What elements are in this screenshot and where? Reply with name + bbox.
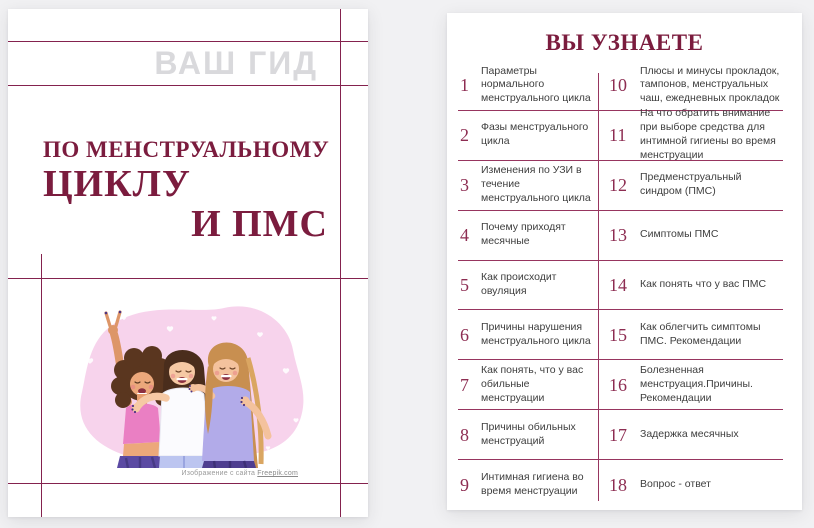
item-number: 12 — [609, 175, 627, 196]
freepik-link[interactable]: Freepik.com — [257, 470, 298, 477]
table-row — [458, 460, 783, 510]
item-label: Болезненная менструация.Причины. Рекомендации — [640, 363, 753, 404]
item-label: Почему приходят месячные — [481, 221, 566, 248]
image-credit-caption — [62, 470, 298, 477]
cover-kicker: ВАШ ГИД — [154, 45, 318, 81]
toc-item — [598, 360, 783, 409]
item-number: 17 — [609, 424, 627, 445]
cover-title-line3: И ПМС — [191, 203, 328, 245]
toc-item — [598, 460, 783, 510]
toc-item — [458, 460, 598, 510]
cover-grid-line-mid — [8, 278, 368, 279]
item-label: Интимная гигиена во время менструации — [481, 471, 584, 498]
item-label: Фазы менструального цикла — [481, 121, 589, 148]
item-label: Симптомы ПМС — [640, 228, 719, 241]
contents-page — [447, 13, 802, 510]
toc-item — [458, 261, 598, 310]
item-number: 5 — [460, 275, 469, 295]
table-row — [458, 107, 783, 162]
cover-grid-line-bottom — [8, 483, 368, 484]
item-label: Как происходит овуляция — [481, 271, 557, 297]
item-label: Причины нарушения менструального цикла — [481, 320, 591, 347]
item-number: 2 — [460, 125, 469, 146]
item-number: 14 — [609, 275, 627, 295]
item-number: 7 — [460, 374, 469, 395]
item-number: 4 — [460, 225, 469, 246]
toc-item — [598, 261, 783, 310]
table-row — [458, 310, 783, 360]
table-row — [458, 360, 783, 410]
item-label: Параметры нормального менструального цикла — [481, 64, 591, 105]
item-label: Плюсы и минусы прокладок, тампонов, менструальных чаш, ежедневных прокладок — [640, 64, 780, 105]
toc-item — [458, 161, 598, 210]
item-label: Предменструальный синдром (ПМС) — [640, 171, 742, 198]
cover-grid-line-vertical-right — [340, 9, 341, 517]
item-number: 9 — [460, 475, 469, 496]
item-number: 1 — [460, 75, 469, 96]
item-number: 15 — [609, 324, 627, 345]
item-number: 18 — [609, 475, 627, 496]
toc-item — [458, 310, 598, 359]
item-number: 6 — [460, 324, 469, 345]
table-row — [458, 161, 783, 211]
item-number: 11 — [609, 125, 627, 146]
cover-title-line1: ПО МЕНСТРУАЛЬНОМУ — [43, 137, 330, 162]
toc-item — [598, 161, 783, 210]
cover-title-line2: ЦИКЛУ — [43, 163, 191, 205]
toc-item — [598, 310, 783, 359]
item-label: На что обратить внимание при выборе средства для интимной гигиены во время менструации — [640, 107, 776, 162]
item-number: 16 — [609, 374, 627, 395]
item-label: Вопрос - ответ — [640, 478, 711, 491]
three-women-illustration — [62, 296, 312, 468]
item-label: Как понять, что у вас обильные менструации — [481, 363, 584, 404]
cover-grid-line-vertical-left — [41, 254, 42, 517]
contents-title: ВЫ УЗНАЕТЕ — [545, 30, 704, 55]
item-label: Как облегчить симптомы ПМС. Рекомендации — [640, 320, 761, 347]
item-label: Изменения по УЗИ в течение менструального цикла — [481, 164, 591, 205]
cover-grid-line-top2 — [8, 85, 368, 86]
cover-title — [43, 136, 328, 244]
toc-item — [458, 211, 598, 260]
cover-page — [8, 9, 368, 517]
toc-item — [458, 410, 598, 459]
item-label: Задержка месячных — [640, 427, 739, 440]
image-credit-text: Изображение с сайта — [181, 470, 258, 477]
toc-item — [598, 61, 783, 110]
table-row — [458, 261, 783, 311]
table-row — [458, 410, 783, 460]
item-label: Как понять что у вас ПМС — [640, 278, 767, 291]
table-row — [458, 61, 783, 111]
toc-item — [458, 111, 598, 160]
item-number: 13 — [609, 225, 627, 246]
table-row — [458, 211, 783, 261]
toc-item — [458, 61, 598, 110]
item-label: Причины обильных менструаций — [481, 420, 576, 447]
contents-table — [458, 61, 783, 510]
toc-item — [598, 107, 783, 162]
toc-item — [598, 410, 783, 459]
toc-item — [598, 211, 783, 260]
item-number: 8 — [460, 424, 469, 445]
item-number: 10 — [609, 75, 627, 96]
item-number: 3 — [460, 175, 469, 196]
toc-item — [458, 360, 598, 409]
